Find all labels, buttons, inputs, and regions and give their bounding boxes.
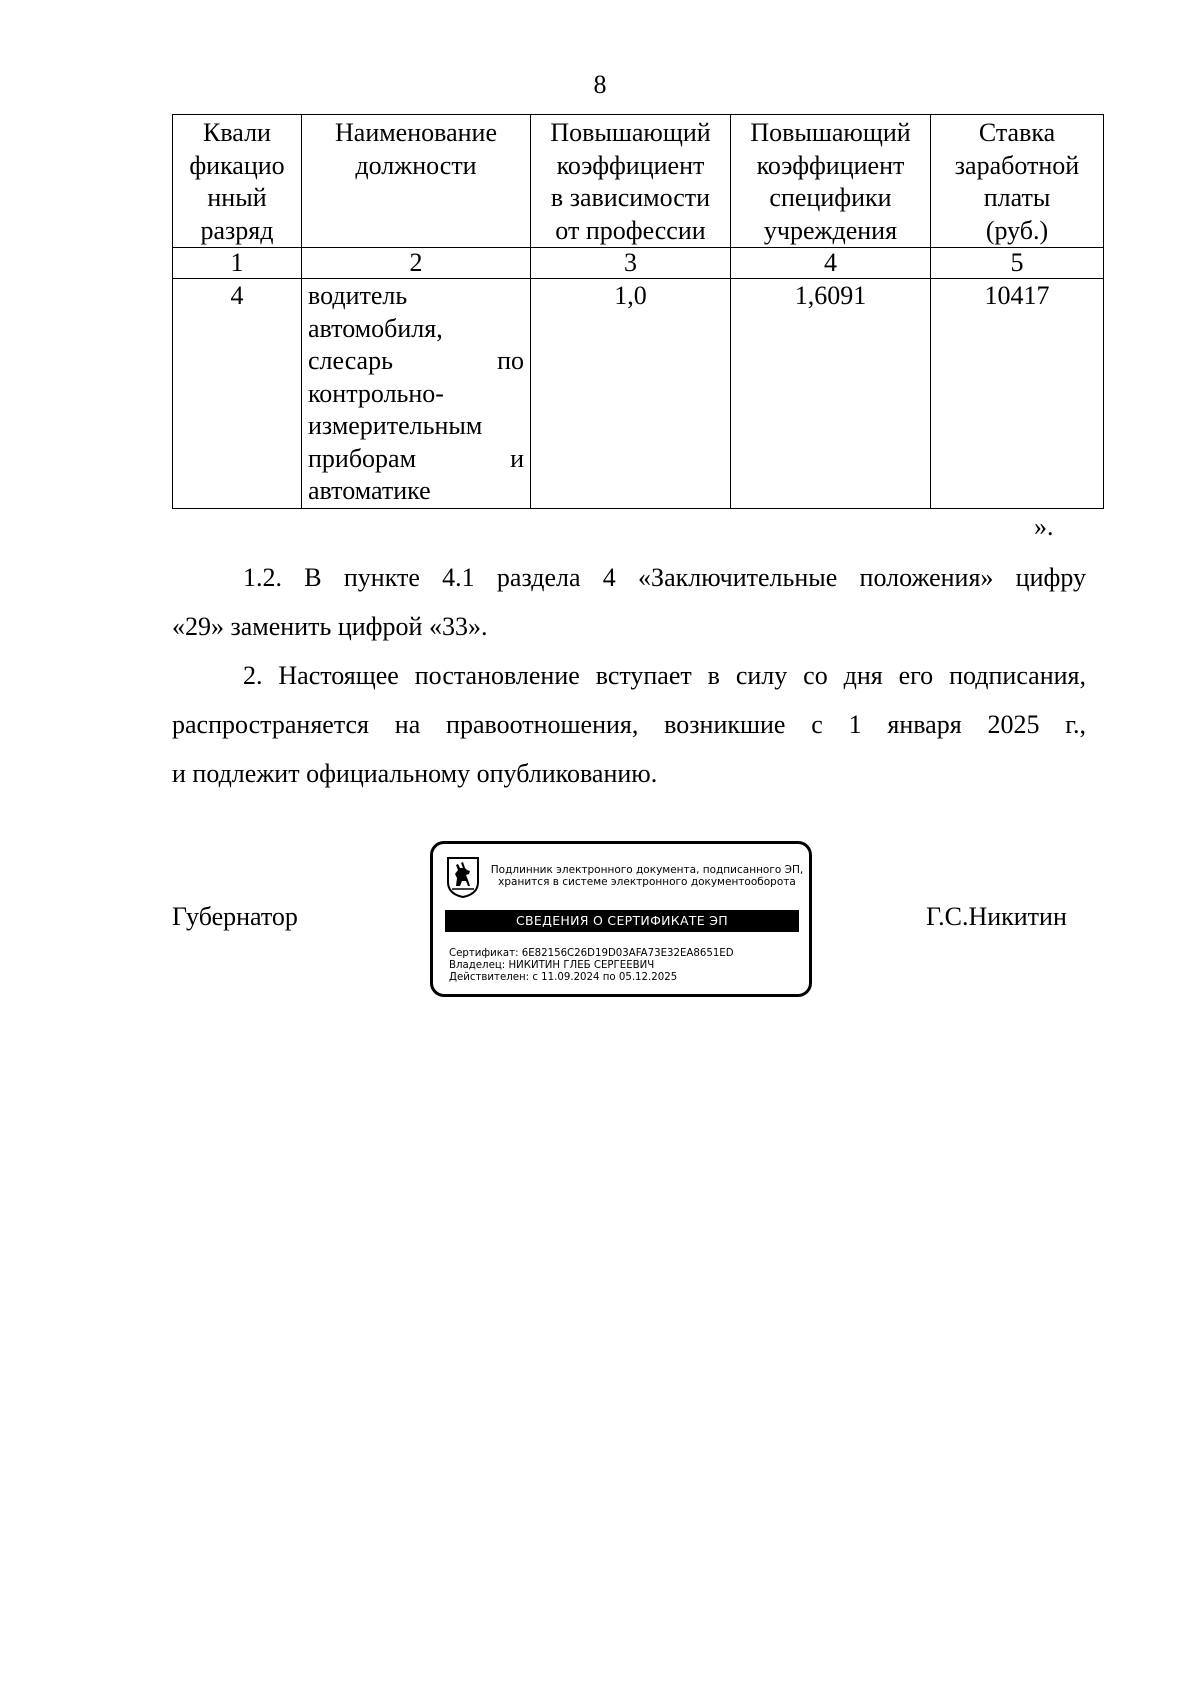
header-position: Наименование должности	[302, 115, 531, 248]
stamp-header: Подлинник электронного документа, подписанного ЭП, хранится в системе электронного документооборота	[490, 864, 804, 888]
paragraph-line: 1.2. В пункте 4.1 раздела 4 «Заключительные положения» цифру	[243, 563, 1086, 592]
paragraph-line: 2. Настоящее постановление вступает в силу со дня его подписания,	[243, 661, 1086, 690]
cell-grade: 4	[173, 279, 302, 509]
signatory-name: Г.С.Никитин	[926, 902, 1067, 931]
paragraph-line: и подлежит официальному опубликованию.	[172, 759, 658, 788]
stamp-validity: Действителен: с 11.09.2024 по 05.12.2025	[449, 972, 678, 983]
column-number: 3	[531, 248, 731, 279]
deer-coat-of-arms-icon	[446, 856, 480, 898]
cell-coef-institution: 1,6091	[731, 279, 931, 509]
paragraph-1-2	[172, 553, 1086, 651]
column-number: 1	[173, 248, 302, 279]
column-number: 5	[931, 248, 1104, 279]
paragraph-2	[172, 651, 1086, 798]
stamp-title-bar: СВЕДЕНИЯ О СЕРТИФИКАТЕ ЭП	[445, 910, 799, 932]
position-justified-line: слесарь по	[308, 346, 524, 375]
page-number: 8	[593, 70, 607, 99]
header-coef-institution: Повышающий коэффициент специфики учреждения	[731, 115, 931, 248]
stamp-owner: Владелец: НИКИТИН ГЛЕБ СЕРГЕЕВИЧ	[449, 960, 655, 971]
position-justified-line: приборам и	[308, 443, 524, 473]
header-rate: Ставка заработной платы (руб.)	[931, 115, 1104, 248]
paragraph-line: «29» заменить цифрой «33».	[172, 612, 488, 641]
table-header-row	[173, 115, 1104, 248]
cell-position: водитель автомобиля, слесарь по контрольно- измерительным приборам и автоматике	[302, 279, 531, 509]
header-coef-profession: Повышающий коэффициент в зависимости от профессии	[531, 115, 731, 248]
paragraph-line: распространяется на правоотношения, возникшие с 1 января 2025 г.,	[172, 710, 1086, 739]
cell-rate: 10417	[931, 279, 1104, 509]
electronic-signature-stamp	[430, 841, 812, 997]
closing-quote: ».	[1034, 512, 1054, 541]
table-row	[173, 279, 1104, 509]
column-number: 2	[302, 248, 531, 279]
cell-coef-profession: 1,0	[531, 279, 731, 509]
column-number: 4	[731, 248, 931, 279]
stamp-details	[449, 948, 734, 984]
column-number-row	[173, 248, 1104, 279]
header-grade: Квали фикацио нный разряд	[173, 115, 302, 248]
rates-table	[172, 114, 1104, 509]
signatory-role: Губернатор	[172, 902, 298, 931]
stamp-certificate: Сертификат: 6E82156C26D19D03AFA73E32EA8651ED	[449, 948, 734, 959]
